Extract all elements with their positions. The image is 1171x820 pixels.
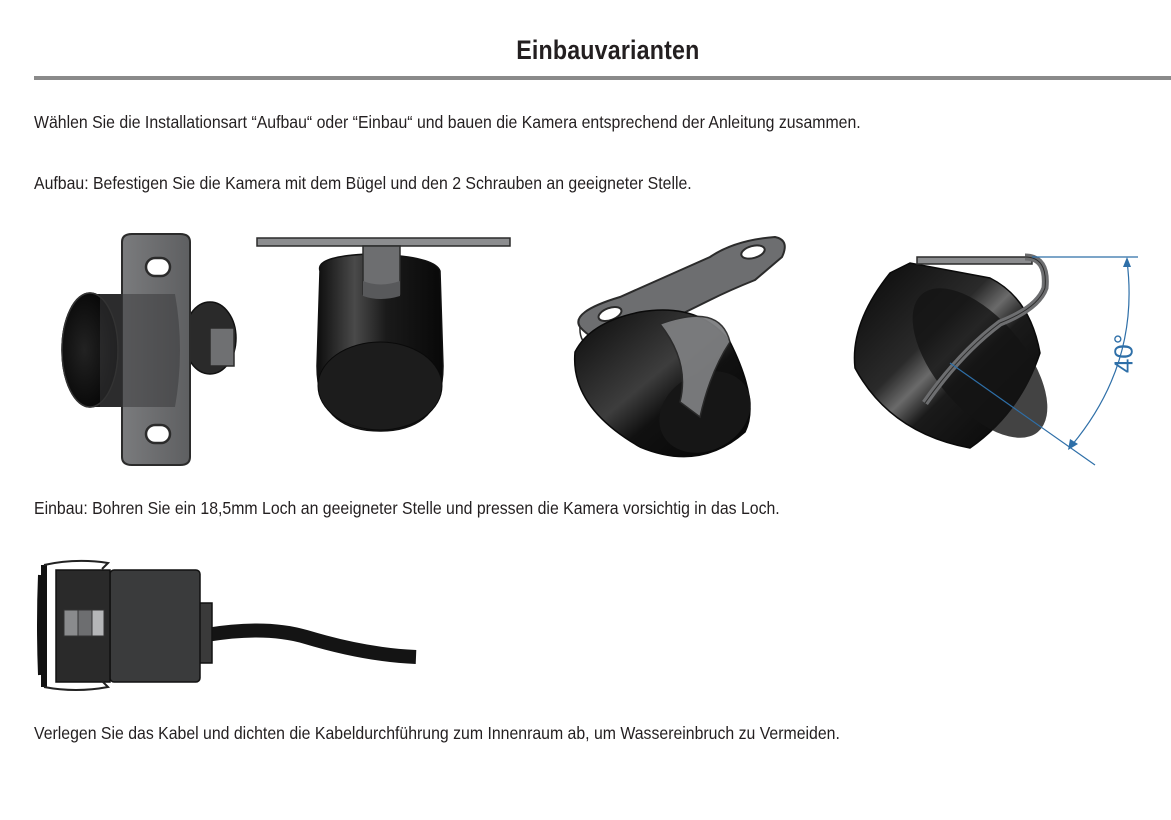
camera-side-bracket-illustration xyxy=(255,236,515,446)
title-divider xyxy=(34,76,1171,80)
camera-front-bracket-illustration xyxy=(60,232,250,472)
cable-instruction: Verlegen Sie das Kabel und dichten die Kabeldurchführung zum Innenraum ab, um Wassereinbruch zu Vermeiden. xyxy=(34,723,840,743)
camera-tilt-angle-illustration xyxy=(850,243,1140,473)
camera-flush-mount-illustration xyxy=(36,555,426,690)
camera-perspective-illustration xyxy=(560,232,790,464)
aufbau-instruction: Aufbau: Befestigen Sie die Kamera mit dem Bügel und den 2 Schrauben an geeigneter Stelle. xyxy=(34,173,692,193)
page-title: Einbauvarianten xyxy=(516,35,700,65)
einbau-instruction: Einbau: Bohren Sie ein 18,5mm Loch an geeigneter Stelle und pressen die Kamera vorsichtig in das Loch. xyxy=(34,498,780,518)
intro-text: Wählen Sie die Installationsart “Aufbau“ oder “Einbau“ und bauen die Kamera entsprechend der Anleitung zusammen. xyxy=(34,112,861,132)
angle-label: 40° xyxy=(1108,333,1139,374)
